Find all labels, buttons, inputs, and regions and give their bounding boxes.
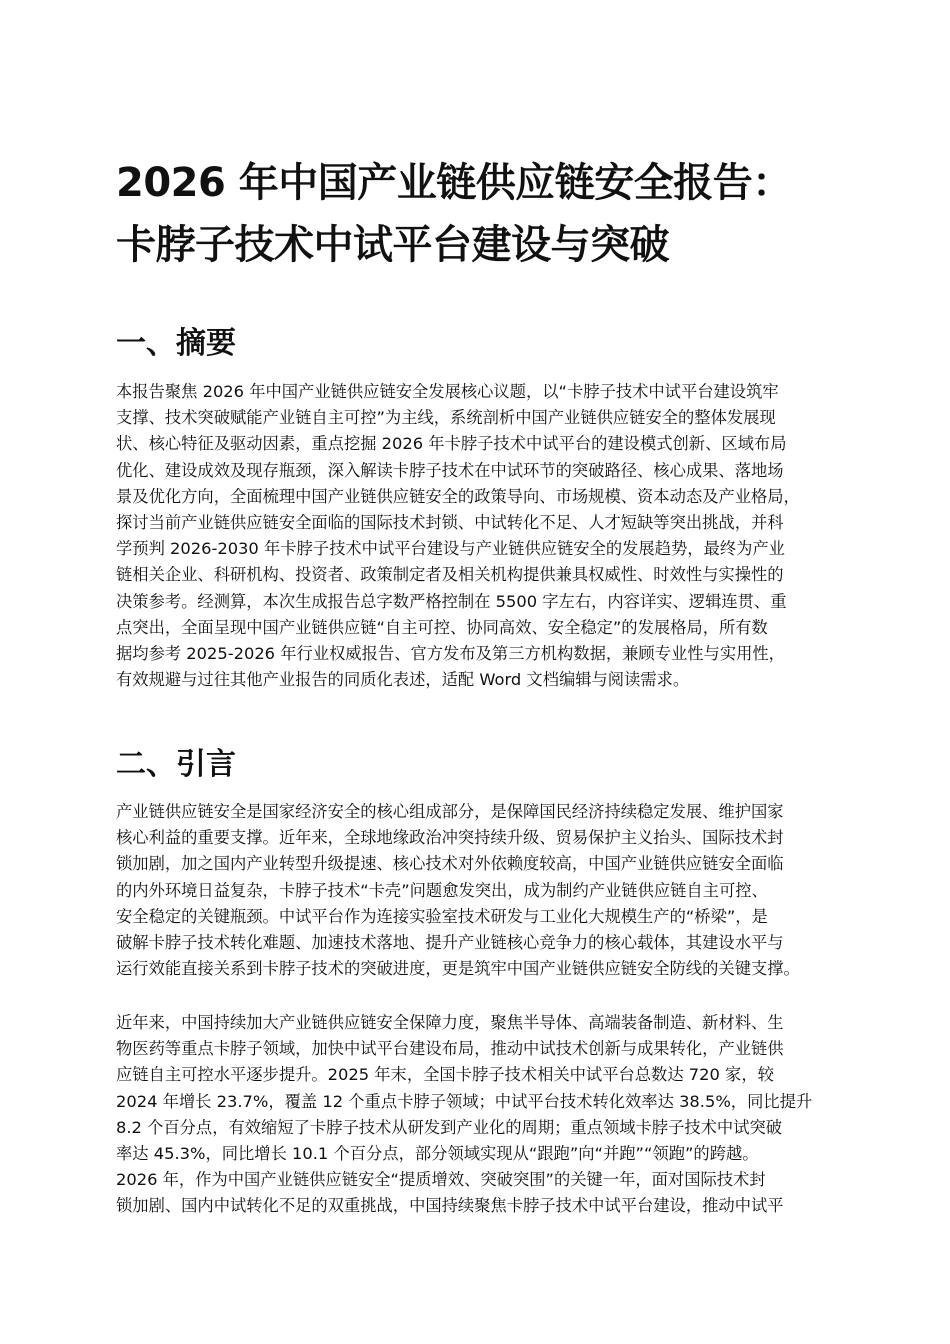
text-line: 锁加剧，加之国内产业转型升级提速、核心技术对外依赖度较高，中国产业链供应链安全面临	[116, 854, 784, 874]
text-line: 本报告聚焦 2026 年中国产业链供应链安全发展核心议题，以“卡脖子技术中试平台建设筑牢	[116, 382, 779, 401]
text-line: 优化、建设成效及现存瓶颈，深入解读卡脖子技术在中试环节的突破路径、核心成果、落地场	[116, 460, 784, 480]
text-line: 2024 年增长 23.7%，覆盖 12 个重点卡脖子领域；中试平台技术转化效率达 38.5%，同比提升	[116, 1091, 813, 1111]
text-line: 近年来，中国持续加大产业链供应链安全保障力度，聚焦半导体、高端装备制造、新材料、生	[116, 1013, 784, 1032]
text-line: 状、核心特征及驱动因素，重点挖掘 2026 年卡脖子技术中试平台的建设模式创新、区域布局	[116, 434, 787, 454]
text-line: 运行效能直接关系到卡脖子技术的突破进度，更是筑牢中国产业链供应链安全防线的关键支撑。	[116, 959, 800, 979]
text-line: 2026 年，作为中国产业链供应链安全“提质增效、突破突围”的关键一年，面对国际技术封	[116, 1170, 766, 1190]
text-line: 链相关企业、科研机构、投资者、政策制定者及相关机构提供兼具权威性、时效性与实操性的	[116, 565, 784, 585]
text-line: 应链自主可控水平逐步提升。2025 年末，全国卡脖子技术相关中试平台总数达 720 家，较	[116, 1065, 774, 1085]
text-line: 学预判 2026-2030 年卡脖子技术中试平台建设与产业链供应链安全的发展趋势，最终为产业	[116, 539, 785, 559]
text-line: 的内外环境日益复杂，卡脖子技术“卡壳”问题愈发突出，成为制约产业链供应链自主可控、	[116, 880, 768, 900]
text-line: 8.2 个百分点，有效缩短了卡脖子技术从研发到产业化的周期；重点领域卡脖子技术中试突破	[116, 1117, 783, 1137]
text-line: 景及优化方向，全面梳理中国产业链供应链安全的政策导向、市场规模、资本动态及产业格局，	[116, 486, 800, 506]
introduction-paragraph-1	[116, 799, 850, 982]
report-title-line-1: 2026 年中国产业链供应链安全报告：	[116, 160, 792, 206]
section-heading-abstract: 一、摘要	[116, 326, 236, 361]
text-line: 物医药等重点卡脖子领域，加快中试平台建设布局，推动中试技术创新与成果转化，产业链供	[116, 1039, 784, 1059]
report-title	[116, 152, 850, 276]
text-line: 支撑、技术突破赋能产业链自主可控”为主线，系统剖析中国产业链供应链安全的整体发展现	[116, 408, 776, 428]
abstract-paragraph	[116, 379, 850, 693]
report-title-line-2: 卡脖子技术中试平台建设与突破	[116, 222, 669, 268]
text-line: 破解卡脖子技术转化难题、加速技术落地、提升产业链核心竞争力的核心载体，其建设水平与	[116, 933, 784, 953]
text-line: 产业链供应链安全是国家经济安全的核心组成部分，是保障国民经济持续稳定发展、维护国家	[116, 802, 784, 821]
text-line: 安全稳定的关键瓶颈。中试平台作为连接实验室技术研发与工业化大规模生产的“桥梁”，是	[116, 906, 768, 926]
text-line: 决策参考。经测算，本次生成报告总字数严格控制在 5500 字左右，内容详实、逻辑连贯、重	[116, 591, 787, 611]
text-line: 锁加剧、国内中试转化不足的双重挑战，中国持续聚焦卡脖子技术中试平台建设，推动中试平	[116, 1196, 784, 1216]
section-heading-introduction: 二、引言	[116, 747, 236, 782]
introduction-paragraph-2	[116, 1010, 850, 1220]
text-line: 核心利益的重要支撑。近年来，全球地缘政治冲突持续升级、贸易保护主义抬头、国际技术封	[116, 828, 784, 848]
text-line: 探讨当前产业链供应链安全面临的国际技术封锁、中试转化不足、人才短缺等突出挑战，并科	[116, 513, 784, 533]
text-line: 率达 45.3%，同比增长 10.1 个百分点，部分领域实现从“跟跑”向“并跑”“领跑”的跨越。	[116, 1144, 759, 1164]
text-line: 据均参考 2025-2026 年行业权威报告、官方发布及第三方机构数据，兼顾专业性与实用性，	[116, 644, 785, 664]
text-line: 点突出，全面呈现中国产业链供应链“自主可控、协同高效、安全稳定”的发展格局，所有数	[116, 617, 768, 637]
text-line: 有效规避与过往其他产业报告的同质化表述，适配 Word 文档编辑与阅读需求。	[116, 670, 690, 690]
